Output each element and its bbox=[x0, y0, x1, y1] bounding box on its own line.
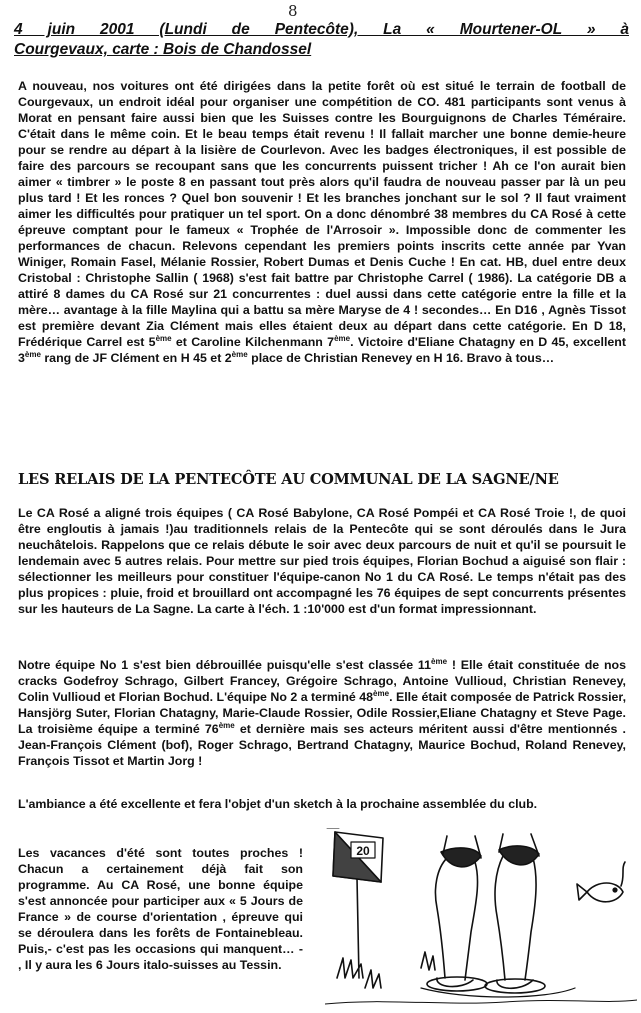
left-leg-inner bbox=[465, 862, 478, 980]
right-leg-outer bbox=[495, 856, 505, 980]
right-swimsuit bbox=[499, 846, 539, 865]
puddle-right bbox=[485, 979, 545, 993]
article-1-paragraph: A nouveau, nos voitures ont été dirigées dans la petite forêt où est situé le terrain de football de Courgevaux, un endroit idéal pour organiser une compétition de CO. 481 participants sont venus à Morat en pensant faire aussi bien que les Suisses contre les Bourguignons de Charles Téméraire. C'était dans le même coin. Et le beau temps était revenu ! Il fallait marcher une bonne demie-heure pour se rendre au départ à la lisière de Courlevon. Avec les badges électroniques, il est possible de faire des parcours se recoupant sans que les concurrents puissent tricher ! Ah ce l'on aurait bien aimer « timbrer » le poste 8 en passant tout près alors qu'il faudra de nouveau passer par là un peu plus tard ! Et les ronces ? Quel bon souvenir ! Et les branches jonchant sur le sol ? Il faut vraiment aimer les difficultés pour pratiquer un tel sport. On a donc dénombré 38 membres du CA Rosé à cette épreuve comptant pour le fameux « Trophée de l'Arrosoir ». Impossible donc de commenter les performances de chacun. Relevons cependant les premiers points inscrits cette année par Yvan Winiger, Romain Fasel, Mélanie Rossier, Robert Dumas et Denis Cuche ! En cat. HB, duel entre deux Cristobal : Christophe Sallin ( 1968) s'est fait battre par Christophe Carrel ( 1986). La catégorie DB a attiré 8 dames du CA Rosé sur 21 concurrentes : duel aussi dans cette catégorie entre la fille et la mère… avantage à la fille Maylina qui a battu sa mère Maryse de 4 ! secondes… En D16 , Agnès Tissot est première devant Zia Clément mais elles étaient deux au départ dans cette catégorie. En D 18, Frédérique Carrel est 5ème et Caroline Kilchenmann 7ème. Victoire d'Eliane Chatagny en D 45, excellent 3ème rang de JF Clément en H 45 et 2ème place de Christian Renevey en H 16. Bravo à tous… bbox=[18, 79, 627, 365]
article-2-paragraph-3: L'ambiance a été excellente et fera l'objet d'un sketch à la prochaine assemblée du club. bbox=[18, 797, 538, 811]
puddle-left bbox=[427, 977, 487, 991]
control-post-number: 20 bbox=[356, 844, 370, 858]
right-leg-inner bbox=[525, 858, 536, 980]
header-line-2: Courgevaux, carte : Bois de Chandossel bbox=[14, 41, 312, 58]
section-title: LES RELAIS DE LA PENTECÔTE AU COMMUNAL DE LA SAGNE/NE bbox=[18, 471, 559, 488]
article-2-paragraph-2: Notre équipe No 1 s'est bien débrouillée puisqu'elle s'est classée 11ème ! Elle était constituée de nos cracks Godefroy Schrago, Gilbert Francey, Grégoire Schrago, Antoine Vullioud, Christian Renevey, Colin Vullioud et Florian Bochud. L'équipe No 2 a terminé 48ème. Elle était composée de Patrick Rossier, Hansjörg Suter, Florian Chatagny, Marie-Claude Rossier, Odile Rossier,Eliane Chatagny et Steve Page. La troisième équipe a terminé 76ème et dernière mais ses acteurs méritent aussi d'être mentionnés . Jean-François Clément (bof), Roger Schrago, Bertrand Chatagny, Maurice Bochud, Roland Renevey, François Tissot et Martin Jorg ! bbox=[18, 656, 627, 768]
right-foot bbox=[497, 980, 533, 988]
article-header bbox=[14, 20, 629, 60]
orienteering-cartoon-icon bbox=[325, 828, 637, 1010]
control-post-stake bbox=[357, 878, 359, 978]
page-number: 8 bbox=[288, 2, 298, 20]
header-line-1: 4 juin 2001 (Lundi de Pentecôte), La « Mourtener-OL » à bbox=[14, 21, 629, 38]
article-2-paragraph-1: Le CA Rosé a aligné trois équipes ( CA Rosé Babylone, CA Rosé Pompéi et CA Rosé Troie !, de quoi être engloutis à jamais !)au traditionnels relais de la Pentecôte qui se sont déroulés dans le Jura neuchâtelois. Rappelons que ce relais débute le soir avec deux parcours de nuit et qu'il se poursuit le lendemain avec 5 autres relais. Pour mettre sur pied trois équipes, Florian Bochud a aiguisé son flair : sélectionner les meilleurs pour constituer l'équipe-canon No 1 du CA Rosé. Le temps n'était pas des plus propices : pluie, froid et brouillard ont accompagné les 76 équipes de sept concurrents présentes sur les hauteurs de La Sagne. La carte à l'éch. 1 :10'000 est d'un format impressionnant. bbox=[18, 506, 626, 616]
left-leg-outer bbox=[435, 858, 447, 978]
left-foot bbox=[437, 978, 473, 987]
article-2-paragraph-4: Les vacances d'été sont toutes proches ! Chacun a certainement déjà fait son programme. Au CA Rosé, une bonne équipe s'est annoncée pour participer aux « 5 Jours de France » de course d'orientation , épreuve qui se déroulera dans les forêts de Fontainebleau. Puis,- c'est pas les occasions qui manquent… - , Il y aura les 6 Jours italo-suisses au Tessin. bbox=[18, 846, 303, 972]
fish-body bbox=[587, 883, 623, 902]
